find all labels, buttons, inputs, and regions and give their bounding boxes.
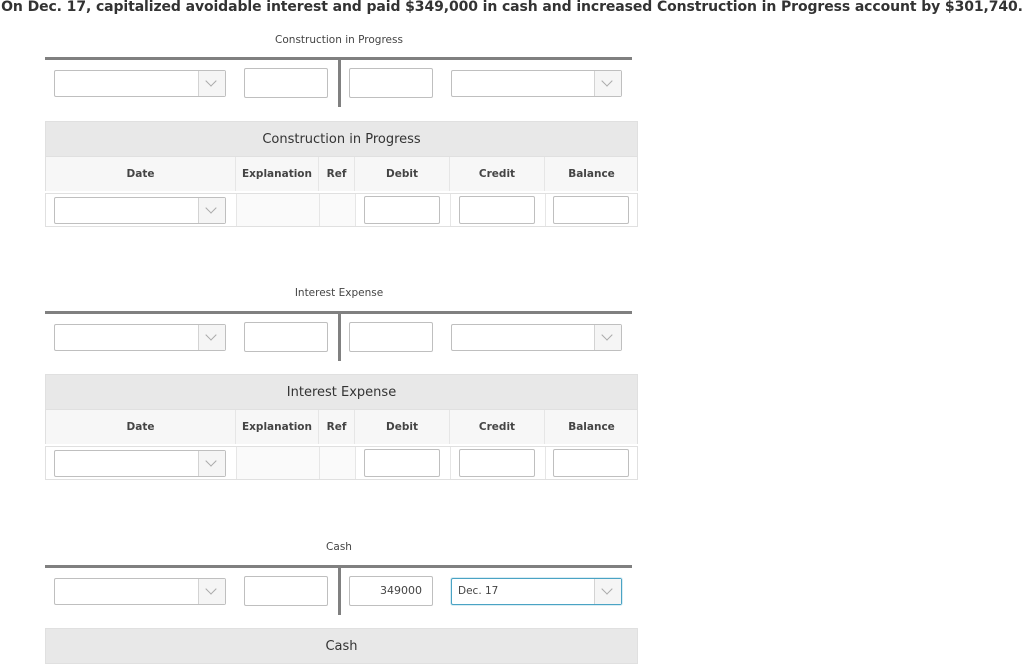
debit-date-select[interactable] <box>54 70 226 97</box>
debit-date-select[interactable] <box>54 324 226 351</box>
col-balance: Balance <box>568 168 615 180</box>
ledger-date-select[interactable] <box>54 450 226 477</box>
col-balance: Balance <box>568 421 615 433</box>
t-account-divider <box>338 313 341 361</box>
debit-amount-input[interactable] <box>244 576 328 606</box>
col-explanation: Explanation <box>236 157 319 191</box>
debit-date-select[interactable] <box>54 578 226 605</box>
ledger-title: Cash <box>45 628 638 664</box>
ledger-column-headers <box>45 410 638 444</box>
t-account-divider <box>338 567 341 615</box>
chevron-down-icon <box>205 202 216 213</box>
ledger-credit-input[interactable] <box>459 449 535 477</box>
chevron-down-icon <box>601 75 612 86</box>
credit-date-select[interactable] <box>451 70 622 97</box>
credit-date-select[interactable]: Dec. 17 <box>451 578 622 605</box>
credit-amount-input[interactable] <box>349 322 433 352</box>
col-credit: Credit <box>450 157 545 191</box>
t-account-title: Interest Expense <box>294 287 384 299</box>
debit-amount-input[interactable] <box>244 68 328 98</box>
col-date: Date <box>46 410 236 444</box>
col-ref: Ref <box>319 157 355 191</box>
ledger-debit-input[interactable] <box>364 196 440 224</box>
col-debit: Debit <box>355 410 450 444</box>
chevron-down-icon <box>601 583 612 594</box>
ledger-date-select[interactable] <box>54 197 226 224</box>
credit-amount-input[interactable] <box>349 68 433 98</box>
col-credit: Credit <box>450 410 545 444</box>
ledger-credit-input[interactable] <box>459 196 535 224</box>
col-date: Date <box>46 157 236 191</box>
ledger-debit-input[interactable] <box>364 449 440 477</box>
chevron-down-icon <box>205 583 216 594</box>
chevron-down-icon <box>205 455 216 466</box>
t-account-title: Construction in Progress <box>275 34 403 46</box>
credit-date-select[interactable] <box>451 324 622 351</box>
col-ref: Ref <box>319 410 355 444</box>
chevron-down-icon <box>205 329 216 340</box>
col-explanation: Explanation <box>236 410 319 444</box>
instruction-text: On Dec. 17, capitalized avoidable interest and paid $349,000 in cash and increased Construction in Progress account by $301,740. <box>1 0 1023 15</box>
chevron-down-icon <box>601 329 612 340</box>
chevron-down-icon <box>205 75 216 86</box>
ledger-balance-input[interactable] <box>553 196 629 224</box>
ledger-column-headers <box>45 157 638 191</box>
ledger-title: Construction in Progress <box>45 121 638 157</box>
t-account-divider <box>338 59 341 107</box>
debit-amount-input[interactable] <box>244 322 328 352</box>
ledger-balance-input[interactable] <box>553 449 629 477</box>
col-debit: Debit <box>355 157 450 191</box>
ledger-title: Interest Expense <box>45 374 638 410</box>
credit-amount-input[interactable]: 349000 <box>349 576 433 606</box>
t-account-title: Cash <box>326 541 352 553</box>
